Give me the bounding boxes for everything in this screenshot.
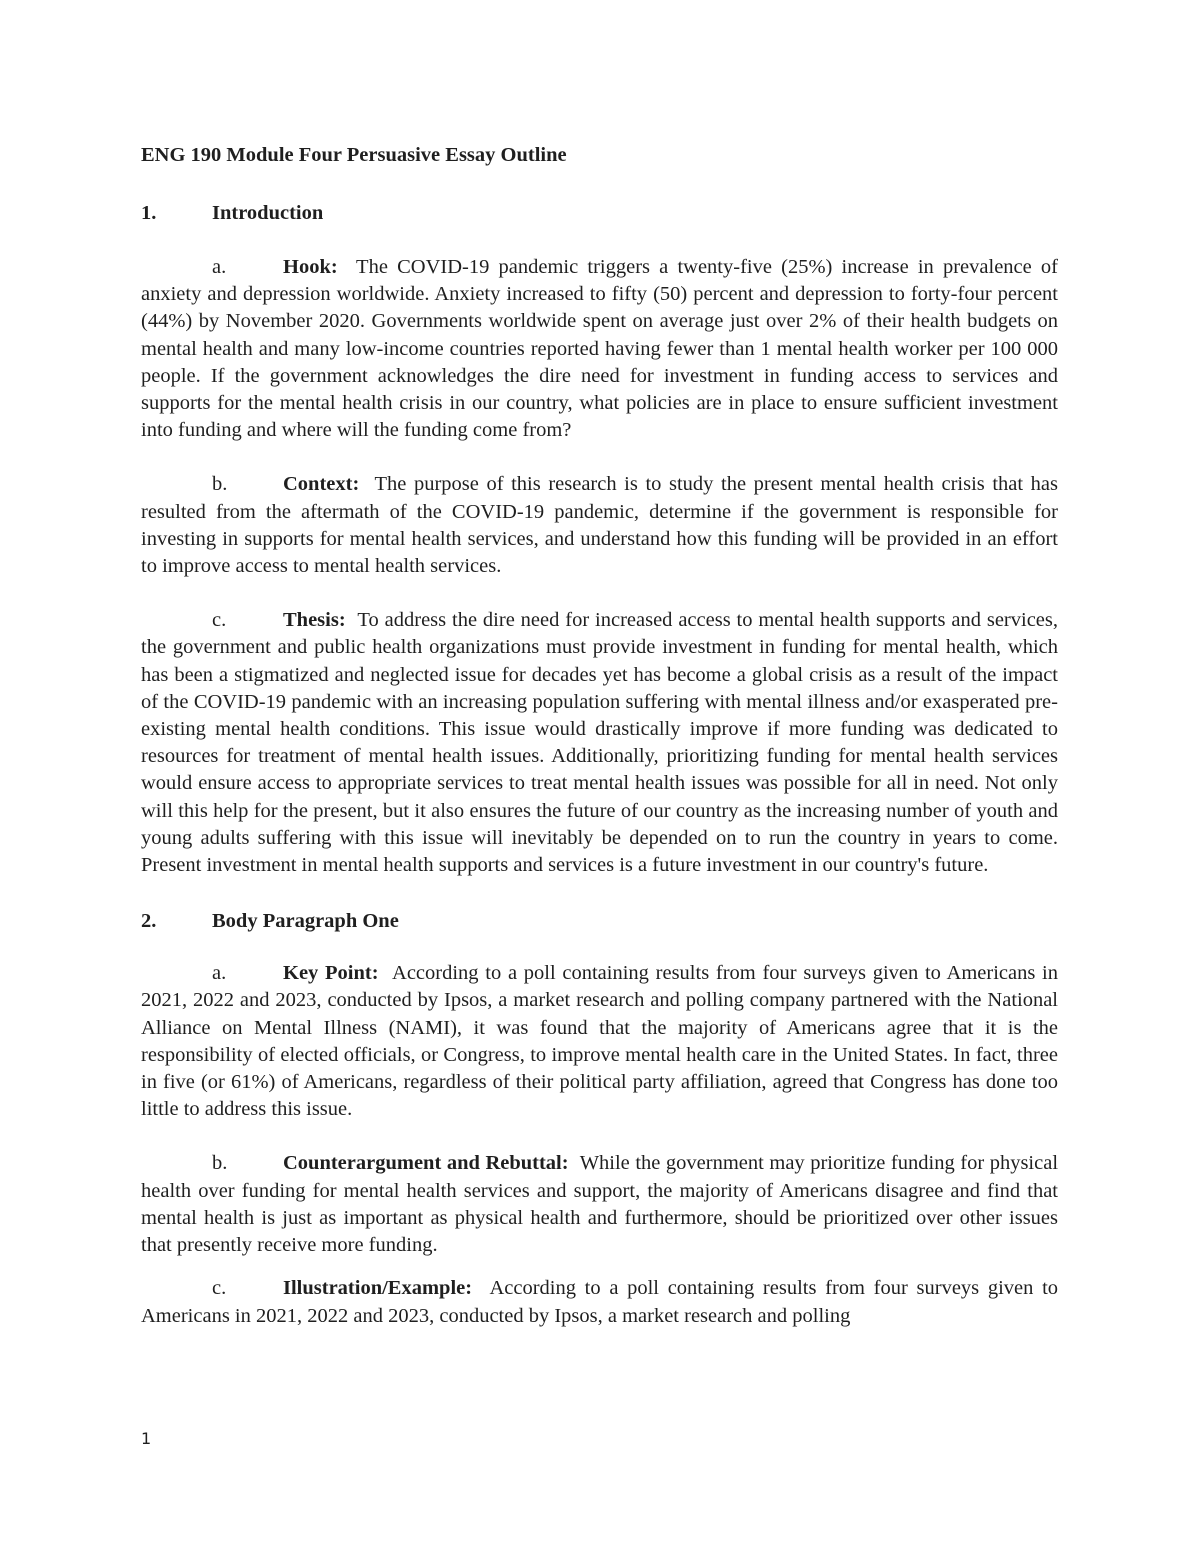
item-label: Illustration/Example:: [283, 1277, 473, 1300]
item-letter: b.: [212, 473, 228, 496]
item-letter: b.: [212, 1152, 228, 1175]
item-letter: c.: [212, 1277, 227, 1300]
item-text: According to a poll containing results from four surveys given to Americans in 2021, 2022 and 2023, conducted by Ipsos, a market research and polling company partnered with the National Alliance on Mental Illness (NAMI), it was found that the majority of Americans agree that it is the responsibility of elected officials, or Congress, to improve mental health care in the United States. In fact, three in five (or 61%) of Americans, regardless of their political party affiliation, agreed that Congress has done too little to address this issue.: [141, 962, 1058, 1121]
item-label: Context:: [283, 473, 360, 496]
section-title: Body Paragraph One: [212, 910, 399, 933]
document-page: [141, 142, 1058, 1330]
item-label: Hook:: [283, 256, 338, 278]
section-number: 2.: [141, 910, 157, 933]
item-label: Counterargument and Rebuttal:: [283, 1152, 569, 1175]
page-number: 1: [141, 1429, 152, 1448]
item-text: The COVID-19 pandemic triggers a twenty-five (25%) increase in prevalence of anxiety and depression worldwide. Anxiety increased to fifty (50) percent and depression to forty-four percent (44%) by November 2020. Governments worldwide spent on average just over 2% of their health budgets on mental health and many low-income countries reported having fewer than 1 mental health worker per 100 000 people. If the government acknowledges the dire need for investment in funding access to services and supports for the mental health crisis in our country, what policies are in place to ensure sufficient investment into funding and where will the funding come from?: [141, 256, 1058, 442]
outline-item-context: [141, 471, 1058, 580]
section-heading-body-paragraph-one: [141, 908, 1058, 935]
item-text: To address the dire need for increased access to mental health supports and services, the government and public health organizations must provide investment in funding for mental health, which has been a stigmatized and neglected issue for decades yet has become a global crisis as a result of the impact of the COVID-19 pandemic with an increasing population suffering with mental illness and/or exasperated pre-existing mental health conditions. This issue would drastically improve if more funding was dedicated to resources for treatment of mental health issues. Additionally, prioritizing funding for mental health services would ensure access to appropriate services to treat mental health issues was possible for all in need. Not only will this help for the present, but it also ensures the future of our country as the increasing number of youth and young adults suffering with this issue will inevitably be depended on to run the country in years to come. Present investment in mental health supports and services is a future investment in our country's future.: [141, 609, 1058, 877]
item-text: The purpose of this research is to study the present mental health crisis that has resulted from the aftermath of the COVID-19 pandemic, determine if the government is responsible for investing in supports for mental health services, and understand how this funding will be provided in an effort to improve access to mental health services.: [141, 473, 1058, 578]
section-heading-introduction: [141, 200, 1058, 227]
outline-item-hook: [141, 254, 1058, 444]
item-letter: a.: [212, 962, 227, 985]
item-letter: c.: [212, 609, 227, 632]
outline-item-illustration: [141, 1275, 1058, 1329]
outline-item-thesis: [141, 607, 1058, 879]
item-text: While the government may prioritize funding for physical health over funding for mental health services and support, the majority of Americans disagree and find that mental health is just as important as physical health and furthermore, should be prioritized over other issues that presently receive more funding.: [141, 1152, 1059, 1257]
document-title: ENG 190 Module Four Persuasive Essay Outline: [141, 144, 567, 166]
section-title: Introduction: [212, 202, 324, 224]
item-label: Thesis:: [283, 609, 346, 632]
item-text: According to a poll containing results from four surveys given to Americans in 2021, 2022 and 2023, conducted by Ipsos, a market research and polling: [141, 1277, 1059, 1327]
item-letter: a.: [212, 256, 227, 278]
outline-item-counterargument: [141, 1150, 1058, 1259]
section-number: 1.: [141, 202, 157, 224]
item-label: Key Point:: [283, 962, 379, 985]
outline-item-key-point: [141, 960, 1058, 1123]
